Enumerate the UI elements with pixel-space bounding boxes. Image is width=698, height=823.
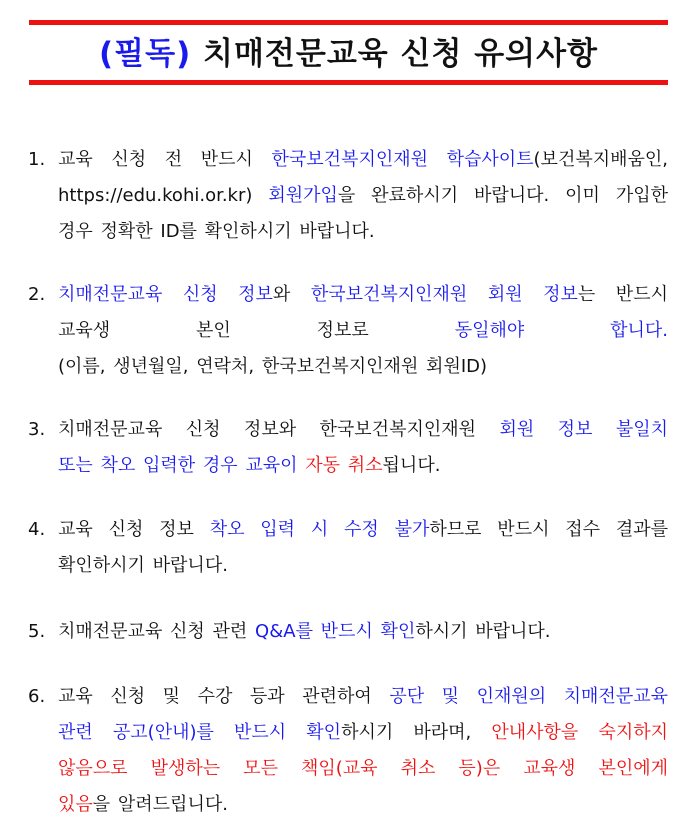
item-line <box>58 512 668 548</box>
text-segment: https://edu.kohi.or.kr) <box>58 185 269 206</box>
item-number: 5. <box>28 621 46 642</box>
text-segment: 와 <box>272 284 311 305</box>
text-segment: 을 완료하시기 바랍니다. 이미 가입한 <box>337 185 668 206</box>
emphasis-red: 않음으로 발생하는 모든 책임(교육 취소 등)은 교육생 본인에게 <box>58 758 668 779</box>
text-segment: 하시기 바라며, <box>341 722 492 743</box>
emphasis-blue: Q&A를 반드시 확인 <box>255 621 416 642</box>
item-number: 6. <box>28 686 46 707</box>
notice-item <box>28 142 668 250</box>
item-line <box>58 787 668 823</box>
title-top-rule <box>29 20 668 25</box>
item-line <box>58 349 668 385</box>
emphasis-blue: 한국보건복지인재원 회원 정보 <box>310 284 578 305</box>
page-title <box>29 30 668 78</box>
title-main: 치매전문교육 신청 유의사항 <box>191 36 598 72</box>
text-segment: 교육 신청 및 수강 등과 관련하여 <box>58 686 390 707</box>
emphasis-red: 안내사항을 숙지하지 <box>491 722 668 743</box>
item-line <box>58 715 668 751</box>
emphasis-blue: 착오 입력 시 수정 불가 <box>209 519 430 540</box>
notice-item <box>28 412 668 484</box>
item-line <box>58 277 668 313</box>
item-line <box>58 142 668 178</box>
item-number: 3. <box>28 419 46 440</box>
text-segment: 교육생 본인 정보로 <box>58 320 455 341</box>
title-prefix: (필독) <box>99 36 192 72</box>
emphasis-blue: 관련 공고(안내)를 반드시 확인 <box>58 722 342 743</box>
emphasis-blue: 회원가입 <box>268 185 338 206</box>
text-segment: 확인하시기 바랍니다. <box>58 555 228 576</box>
item-line <box>58 679 668 715</box>
item-line <box>58 313 668 349</box>
title-bottom-rule <box>29 80 668 85</box>
text-segment: 는 반드시 <box>577 284 668 305</box>
text-segment: 경우 정확한 ID를 확인하시기 바랍니다. <box>58 221 375 242</box>
notice-item <box>28 277 668 385</box>
text-segment: 을 알려드립니다. <box>92 794 228 815</box>
emphasis-blue: 공단 및 인재원의 치매전문교육 <box>389 686 668 707</box>
text-segment: (보건복지배움인, <box>533 149 668 170</box>
item-line <box>58 214 668 250</box>
text-segment: 교육 신청 정보 <box>58 519 210 540</box>
emphasis-blue: 회원 정보 불일치 <box>499 419 668 440</box>
text-segment: (이름, 생년월일, 연락처, 한국보건복지인재원 회원ID) <box>58 356 488 377</box>
emphasis-red: 있음 <box>58 794 93 815</box>
emphasis-blue: 치매전문교육 신청 정보 <box>58 284 273 305</box>
item-line <box>58 448 668 484</box>
notice-item <box>28 614 668 650</box>
text-segment: 치매전문교육 신청 관련 <box>58 621 256 642</box>
text-segment: 됩니다. <box>382 455 441 476</box>
item-line <box>58 412 668 448</box>
notice-item <box>28 512 668 584</box>
emphasis-blue: 동일해야 합니다. <box>454 320 668 341</box>
item-line <box>58 614 668 650</box>
item-line <box>58 751 668 787</box>
text-segment: 하시기 바랍니다. <box>415 621 551 642</box>
item-line <box>58 548 668 584</box>
text-segment: 교육 신청 전 반드시 <box>58 149 272 170</box>
item-line <box>58 178 668 214</box>
emphasis-blue: 또는 착오 입력한 경우 교육이 <box>58 455 306 476</box>
emphasis-blue: 한국보건복지인재원 학습사이트 <box>271 149 534 170</box>
text-segment: 하므로 반드시 접수 결과를 <box>429 519 668 540</box>
item-number: 2. <box>28 284 46 305</box>
text-segment: 치매전문교육 신청 정보와 한국보건복지인재원 <box>58 419 500 440</box>
item-number: 1. <box>28 149 46 170</box>
notice-item <box>28 679 668 823</box>
emphasis-red: 자동 취소 <box>305 455 383 476</box>
item-number: 4. <box>28 519 46 540</box>
